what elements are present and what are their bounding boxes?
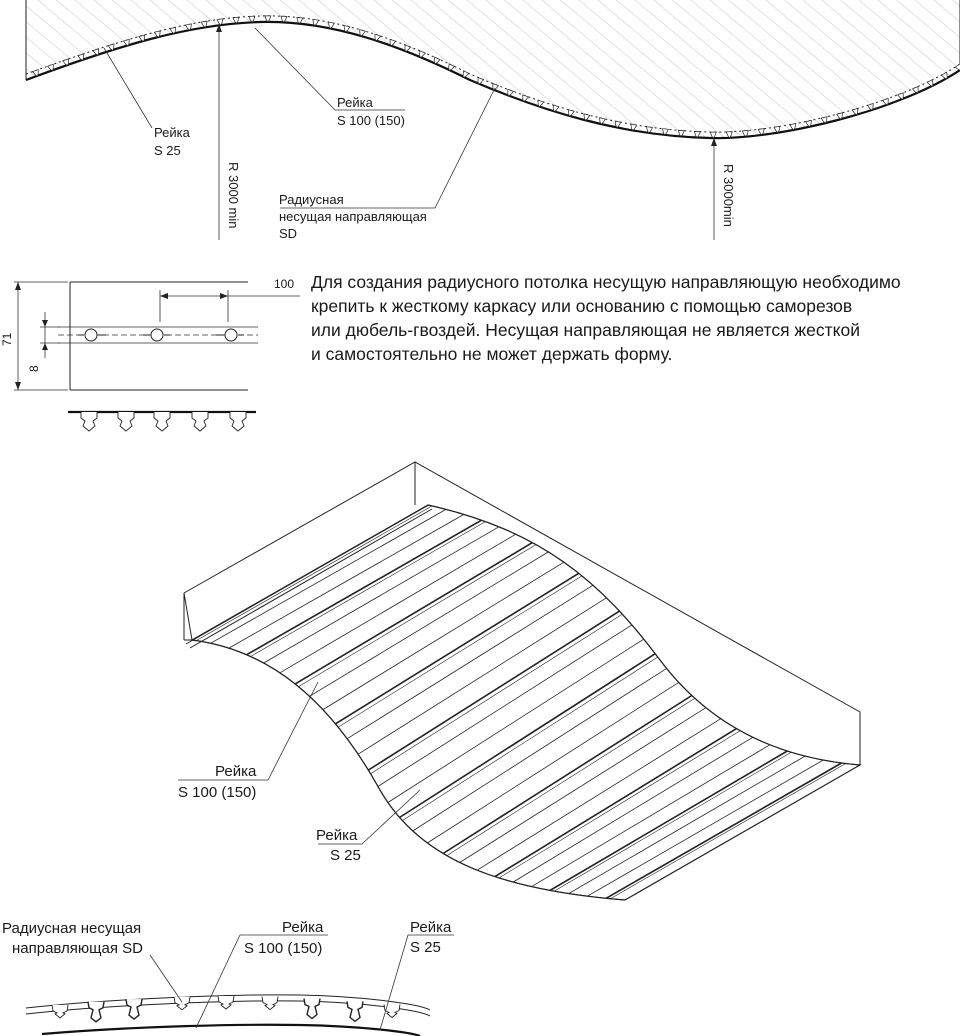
label-guide-bottom-line1: Радиусная несущая (2, 920, 142, 937)
description-line: крепить к жесткому каркасу или основанию с помощью саморезов (311, 296, 853, 316)
label-guide-top-line2: несущая направляющая (279, 209, 427, 224)
label-guide-top-line1: Радиусная (279, 192, 344, 207)
label-s100-bottom-line1: Рейка (282, 919, 324, 936)
label-s25-bottom-line1: Рейка (410, 919, 452, 936)
label-guide-top-line3: SD (279, 226, 298, 241)
bottom-clip (126, 999, 142, 1019)
slot-hole (225, 329, 237, 341)
dim-height-value: 71 (0, 332, 14, 346)
bottom-slats-line (42, 1025, 420, 1036)
guide-profile-detail (0, 277, 300, 431)
profile-clip (230, 412, 246, 431)
bottom-section-view (2, 919, 454, 1036)
installation-description (311, 270, 960, 366)
bottom-clips (52, 996, 400, 1022)
dim-line-spacing (160, 290, 300, 322)
description-line: и самостоятельно не может держать форму. (311, 344, 673, 364)
label-s100-iso-line1: Рейка (215, 763, 257, 780)
bottom-clip (218, 996, 234, 1009)
iso-ceiling-surface (192, 505, 860, 900)
dim-slot-value: 8 (27, 365, 41, 372)
dim-line-height (14, 282, 68, 390)
radius-label-right: R 3000min (721, 164, 736, 227)
dim-spacing-value: 100 (274, 277, 295, 291)
bottom-clip (384, 1005, 400, 1018)
bottom-clip (174, 997, 190, 1010)
radius-label-left: R 3000 min (226, 162, 241, 229)
label-s25-iso-line2: S 25 (330, 847, 361, 864)
top-section-view (0, 0, 960, 241)
slot-hole (85, 329, 97, 341)
description-line: Для создания радиусного потолка несущую направляющую необходимо (311, 272, 901, 292)
profile-clip (118, 412, 134, 431)
profile-clip (192, 412, 208, 431)
profile-clip (81, 412, 97, 431)
leader-guide-bottom (150, 955, 182, 1002)
label-s25-top-line2: S 25 (154, 143, 181, 158)
label-s100-top-line1: Рейка (337, 95, 373, 110)
isometric-view (178, 462, 860, 900)
description-line: или дюбель-гвоздей. Несущая направляющая не является жесткой (311, 320, 860, 340)
bottom-clip (347, 1001, 363, 1021)
dim-line-slot (40, 312, 60, 358)
label-guide-bottom-line2: направляющая SD (12, 940, 143, 957)
label-s25-top-line1: Рейка (154, 125, 190, 140)
label-s100-top-line2: S 100 (150) (337, 113, 405, 128)
label-s25-bottom-line2: S 25 (410, 939, 441, 956)
bottom-clip (52, 1005, 68, 1018)
bottom-clip (304, 999, 320, 1019)
profile-clip (154, 412, 170, 431)
bottom-clip (88, 1002, 104, 1022)
leader-s25-top (104, 48, 152, 128)
bottom-clip (262, 997, 278, 1010)
leader-guide-top (280, 88, 495, 208)
label-s100-bottom-line2: S 100 (150) (244, 940, 323, 957)
label-s25-iso-line1: Рейка (316, 827, 358, 844)
profile-side-clips (81, 412, 246, 431)
label-s100-iso-line2: S 100 (150) (178, 784, 257, 801)
profile-slots (78, 329, 244, 341)
slot-hole (151, 329, 163, 341)
